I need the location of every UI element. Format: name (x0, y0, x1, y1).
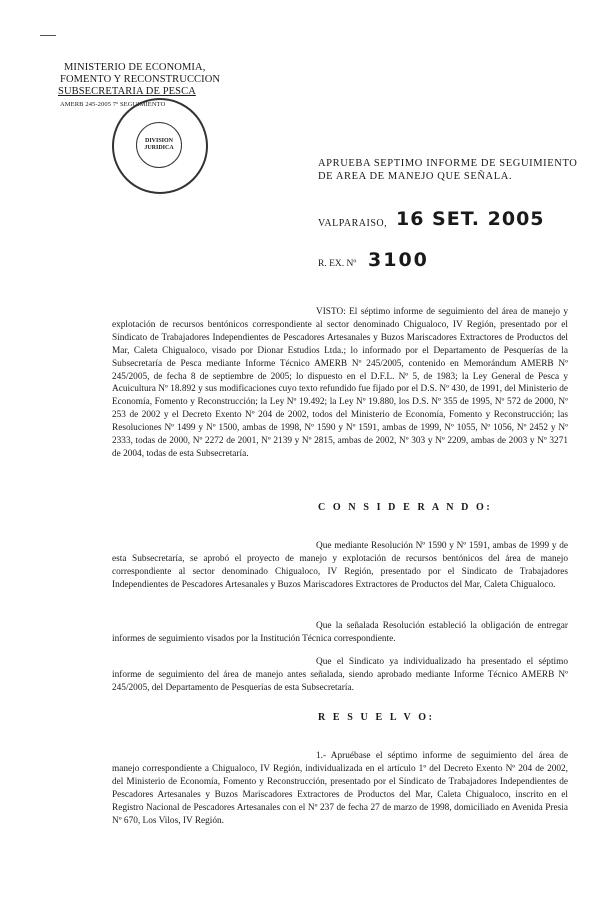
reference-code: AMERB 245-2005 7º SEGUIMIENTO (60, 101, 166, 108)
ministry-name: MINISTERIO DE ECONOMIA, (64, 62, 206, 73)
resolution-label: R. EX. Nº (318, 259, 357, 269)
ministry-subname: FOMENTO Y RECONSTRUCCION (60, 74, 221, 85)
stamp-label-2: JURIDICA (144, 145, 174, 151)
scan-mark (40, 35, 56, 36)
date-stamp: 16 SET. 2005 (396, 208, 545, 230)
resuelvo-heading: R E S U E L V O: (318, 712, 435, 723)
official-stamp (112, 98, 208, 194)
considerando-paragraph-2: Que la señalada Resolución estableció la obligación de entregar informes de seguimiento visados por la Institución Técnica correspondiente. (112, 621, 568, 644)
considerando-heading: C O N S I D E R A N D O: (318, 502, 493, 513)
stamp-center (136, 122, 182, 168)
resolution-number: 3100 (368, 249, 429, 271)
resuelvo-paragraph-1: 1.- Apruébase el séptimo informe de seguimiento del área de manejo correspondiente a Chigualoco, IV Región, individualizada en el artículo 1º del Decreto Exento Nº 204 de 2002, del Ministerio de Economía, Fomento y Reconstrucción, presentado por el Sindicato de Trabajadores Independientes de Pescadores Artesanales y Buzos Mariscadores Extractores de Productos del Mar, Caleta Chigualoco, inscrito en el Registro Nacional de Pescadores Artesanales con el Nº 237 de fecha 27 de marzo de 1998, domiciliado en Avenida Presia Nº 670, Los Vilos, IV Región. (112, 751, 568, 826)
document-title-line2: DE AREA DE MANEJO QUE SEÑALA. (318, 171, 513, 182)
stamp-label-1: DIVISION (144, 138, 173, 144)
subsecretaria-name: SUBSECRETARIA DE PESCA (58, 86, 196, 97)
visto-paragraph: VISTO: El séptimo informe de seguimiento del área de manejo y explotación de recursos bentónicos correspondiente al sector denominado Chigualoco, IV Región, presentado por el Sindicato de Trabajadores Independientes de Pescadores Artesanales y Buzos Mariscadores Extractores de Productos del Mar, Caleta Chigualoco, visado por Dionar Estudios Ltda.; lo informado por el Departamento de Pesquerías de la Subsecretaría de Pesca mediante Informe Técnico AMERB Nº 245/2005, contenido en Memorándum AMERB Nº 245/2005, de fecha 8 de septiembre de 2005; lo dispuesto en el D.F.L. Nº 5, de 1983; la Ley General de Pesca y Acuicultura Nº 18.892 y sus modificaciones cuyo texto refundido fue fijado por el D.S. Nº 430, de 1991, del Ministerio de Economía, Fomento y Reconstrucción; la Ley Nº 19.492; la Ley Nº 19.880, los D.S. Nº 355 de 1995, Nº 572 de 2000, Nº 253 de 2002 y el Decreto Exento Nº 204 de 2002, todos del Ministerio de Economía, Fomento y Reconstrucción; las Resoluciones Nº 1499 y Nº 1500, ambas de 1998, Nº 1590 y Nº 1591, ambas de 1999, Nº 1055, Nº 1056, Nº 2452 y Nº 2333, todas de 2000, Nº 2272 de 2001, Nº 2139 y Nº 2815, ambas de 2002, Nº 303 y Nº 2209, ambas de 2003 y Nº 3271 de 2004, todas de esta Subsecretaría. (112, 307, 568, 459)
document-title-line1: APRUEBA SEPTIMO INFORME DE SEGUIMIENTO (318, 158, 578, 169)
place-label: VALPARAISO, (318, 218, 388, 229)
considerando-paragraph-1: Que mediante Resolución Nº 1590 y Nº 1591, ambas de 1999 y de esta Subsecretaría, se aprobó el proyecto de manejo y explotación de recursos bentónicos del área de manejo correspondiente al sector denominado Chigualoco, IV Región, presentado por el Sindicato de Trabajadores Independientes de Pescadores Artesanales y Buzos Mariscadores Extractores de Productos del Mar, Caleta Chigualoco. (112, 541, 568, 590)
considerando-paragraph-3: Que el Sindicato ya individualizado ha presentado el séptimo informe de seguimiento del área de manejo antes señalada, siendo aprobado mediante Informe Técnico AMERB Nº 245/2005, del Departamento de Pesquerías de esta Subsecretaría. (112, 657, 568, 693)
